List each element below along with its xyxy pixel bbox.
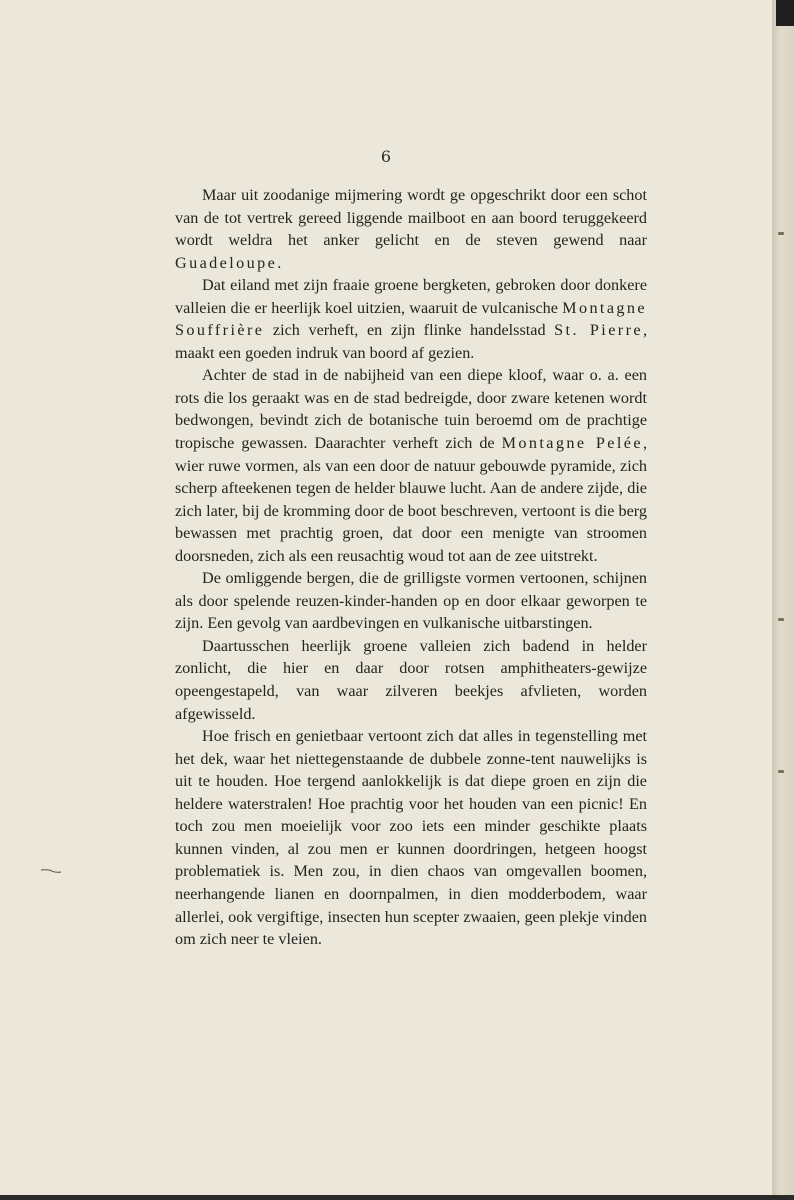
paragraph-5: Daartusschen heerlijk groene valleien zich badend in helder zonlicht, die hier en daar door rotsen amphitheaters-gewijze opeengestapeld, van waar zilveren beekjes afvlieten, worden afgewisseld. (175, 636, 647, 723)
edge-mark-icon (778, 618, 784, 621)
paragraph-6: Hoe frisch en genietbaar vertoont zich dat alles in tegenstelling met het dek, waar het niettegenstaande de dubbele zonne-tent nauwelijks is uit te houden. Hoe tergend aanlokkelijk is dat diepe groen en zijn die heldere waterstralen! Hoe prachtig voor het houden van een picnic! En toch zou men moeielijk voor zoo iets een minder geschikte plaats kunnen vinden, al zou men er kunnen doordringen, hetgeen hoogst problematiek is. Men zou, in dien chaos van omgevallen boomen, neerhangende lianen en doornpalmen, in dien modderbodem, waar allerlei, ook vergiftige, insecten hun scepter zwaaien, geen plekje vinden om zich neer te vleien. (175, 727, 647, 949)
margin-pencil-mark-icon (40, 868, 62, 874)
place-name-pelee: Montagne Pelée (501, 434, 643, 453)
edge-mark-icon (778, 232, 784, 235)
body-text (175, 184, 647, 951)
edge-mark-icon (778, 770, 784, 773)
place-name-souffriere: Montagne Souffrière (175, 298, 647, 340)
scanner-bed-bottom (0, 1195, 794, 1200)
place-name-guadeloupe: Guadeloupe (175, 253, 278, 272)
paragraph-1: Maar uit zoodanige mijmering wordt ge opgeschrikt door een schot van de tot vertrek gereed liggende mailboot en aan boord teruggekeerd wordt weldra het anker gelicht en de steven gewend naar Guadeloupe. (175, 186, 647, 272)
paragraph-2: Dat eiland met zijn fraaie groene bergketen, gebroken door donkere valleien die er heerlijk koel uitzien, waaruit de vulcanische Montagne Souffrière zich verheft, en zijn flinke handelsstad St. Pierre, maakt een goeden indruk van boord af gezien. (175, 276, 647, 362)
paragraph-3: Achter de stad in de nabijheid van een diepe kloof, waar o. a. een rots die los geraakt was en de stad bedreigde, door zware ketenen wordt bedwongen, bevindt zich de botanische tuin beroemd om de prachtige tropische gewassen. Daarachter verheft zich de Montagne Pelée, wier ruwe vormen, als van een door de natuur gebouwde pyramide, zich scherp afteekenen tegen de helder blauwe lucht. Aan de andere zijde, die zich later, bij de kromming door de boot beschreven, vertoont is die berg bewassen met prachtig groen, dat door een menigte van stroomen doorsneden, zich als een reusachtig woud tot aan de zee uitstrekt. (175, 366, 647, 565)
scanner-bed-corner (776, 0, 794, 26)
next-page-edge (772, 0, 794, 1200)
page-number: 6 (380, 147, 392, 166)
place-name-st-pierre: St. Pierre (554, 321, 643, 340)
paragraph-4: De omliggende bergen, die de grilligste vormen vertoonen, schijnen als door spelende reuzen-kinder-handen op en door elkaar geworpen te zijn. Een gevolg van aardbevingen en vulkanische uitbarstingen. (175, 569, 647, 633)
